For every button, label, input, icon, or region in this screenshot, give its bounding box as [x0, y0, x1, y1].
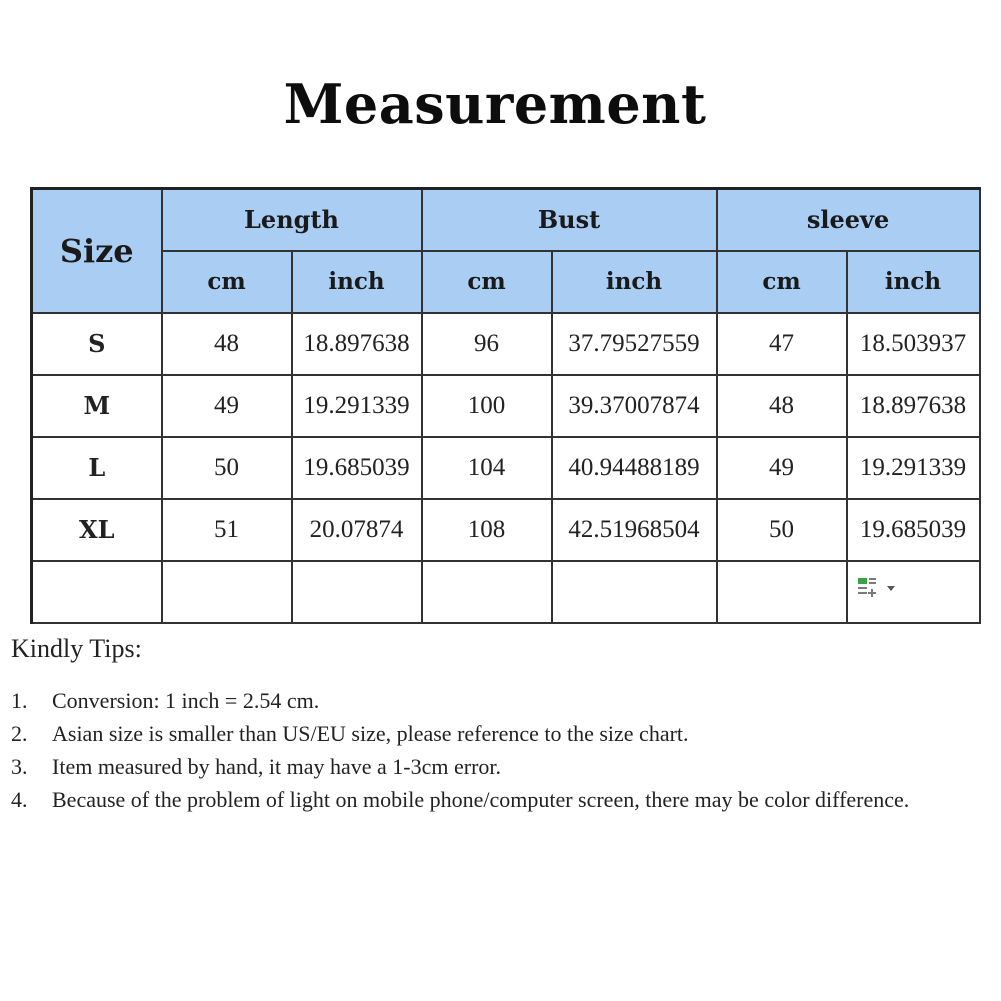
unit-header: cm — [422, 251, 552, 313]
list-number: 2. — [11, 721, 28, 746]
table-cell: 18.503937 — [847, 313, 980, 375]
table-cell: 19.685039 — [847, 499, 980, 561]
table-cell: 19.291339 — [847, 437, 980, 499]
table-cell: 100 — [422, 375, 552, 437]
table-row — [32, 375, 980, 437]
tip-text: Item measured by hand, it may have a 1-3cm error. — [52, 754, 502, 779]
table-cell: 96 — [422, 313, 552, 375]
tip-text: Asian size is smaller than US/EU size, please reference to the size chart. — [52, 721, 689, 746]
paste-options-icon[interactable] — [856, 576, 896, 600]
size-column-header: Size — [32, 189, 162, 313]
unit-header: inch — [847, 251, 980, 313]
table-cell: 37.79527559 — [552, 313, 717, 375]
table-row — [32, 313, 980, 375]
table-cell: 49 — [162, 375, 292, 437]
table-cell: 40.94488189 — [552, 437, 717, 499]
table-cell: 50 — [162, 437, 292, 499]
paste-options-glyph — [856, 576, 882, 600]
unit-header: inch — [292, 251, 422, 313]
table-cell: 18.897638 — [847, 375, 980, 437]
list-item — [11, 783, 971, 816]
bust-group-header: Bust — [422, 189, 717, 251]
empty-cell — [422, 561, 552, 623]
table-cell: 18.897638 — [292, 313, 422, 375]
empty-cell — [717, 561, 847, 623]
size-label: L — [32, 437, 162, 499]
table-cell: 104 — [422, 437, 552, 499]
chevron-down-icon — [886, 584, 896, 592]
list-number: 1. — [11, 688, 28, 713]
list-item — [11, 750, 971, 783]
empty-cell — [162, 561, 292, 623]
list-item — [11, 717, 971, 750]
table-cell: 20.07874 — [292, 499, 422, 561]
size-label: S — [32, 313, 162, 375]
size-label: XL — [32, 499, 162, 561]
table-cell: 19.685039 — [292, 437, 422, 499]
unit-header: cm — [162, 251, 292, 313]
sleeve-group-header: sleeve — [717, 189, 980, 251]
size-label: M — [32, 375, 162, 437]
table-cell: 50 — [717, 499, 847, 561]
table-cell: 108 — [422, 499, 552, 561]
table-cell: 39.37007874 — [552, 375, 717, 437]
table-cell: 42.51968504 — [552, 499, 717, 561]
table-cell: 49 — [717, 437, 847, 499]
empty-row — [32, 561, 980, 623]
unit-header: inch — [552, 251, 717, 313]
table-cell: 48 — [162, 313, 292, 375]
tips-heading: Kindly Tips: — [11, 634, 142, 663]
list-number: 3. — [11, 754, 28, 779]
unit-header: cm — [717, 251, 847, 313]
size-chart-table — [30, 187, 981, 624]
empty-cell — [292, 561, 422, 623]
empty-cell — [552, 561, 717, 623]
tip-text: Because of the problem of light on mobile phone/computer screen, there may be color difference. — [52, 787, 910, 812]
list-item — [11, 684, 971, 717]
empty-cell — [32, 561, 162, 623]
table-cell: 47 — [717, 313, 847, 375]
table-row — [32, 499, 980, 561]
length-group-header: Length — [162, 189, 422, 251]
page-title: Measurement — [283, 72, 707, 136]
tip-text: Conversion: 1 inch = 2.54 cm. — [52, 688, 320, 713]
table-cell: 48 — [717, 375, 847, 437]
list-number: 4. — [11, 787, 28, 812]
tips-list — [11, 684, 971, 816]
table-row — [32, 437, 980, 499]
table-cell: 19.291339 — [292, 375, 422, 437]
empty-cell — [847, 561, 980, 623]
table-cell: 51 — [162, 499, 292, 561]
